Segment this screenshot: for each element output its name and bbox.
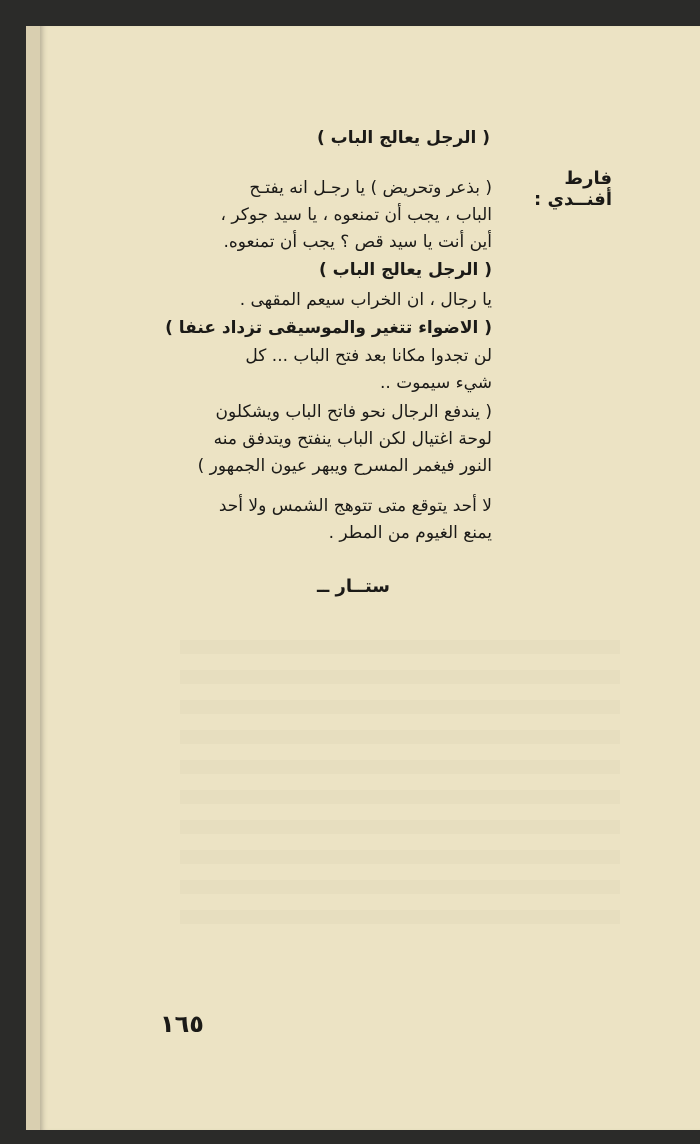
dialogue-line-4: يا رجال ، ان الخراب سيعم المقهى . (239, 290, 492, 310)
stage-direction-2: ( الرجل يعالج الباب ) (318, 260, 492, 280)
stage-direction-3: ( الاضواء تتغير والموسيقى تزداد عنفا ) (165, 318, 492, 338)
stage-direction-header: ( الرجل يعالج الباب ) (316, 128, 490, 148)
stage-direction-line-1: ( يندفع الرجال نحو فاتح الباب ويشكلون (215, 402, 492, 422)
closing-line-2: يمنع الغيوم من المطر . (328, 523, 492, 543)
dialogue-line-3: أين أنت يا سيد قص ؟ يجب أن تمنعوه. (223, 232, 492, 252)
stage-direction-line-3: النور فيغمر المسرح ويبهر عيون الجمهور ) (197, 456, 492, 476)
closing-line-1: لا أحد يتوقع متى تتوهج الشمس ولا أحد (218, 496, 492, 516)
speaker-name: فارط أفنــدي : (534, 168, 612, 210)
dialogue-line-5: لن تجدوا مكانا بعد فتح الباب ... كل (245, 346, 492, 366)
page-number: ١٦٥ (160, 1010, 204, 1038)
dialogue-line-2: الباب ، يجب أن تمنعوه ، يا سيد جوكر ، (220, 205, 492, 225)
bleed-through-block (180, 640, 620, 940)
stage-direction-line-2: لوحة اغتيال لكن الباب ينفتح ويتدفق منه (213, 429, 492, 449)
dialogue-line-1: ( بذعر وتحريض ) يا رجـل انه يفتـح (249, 178, 492, 198)
curtain-label: ستــار ــ (316, 576, 390, 597)
dialogue-line-6: شيء سيموت .. (379, 373, 492, 393)
